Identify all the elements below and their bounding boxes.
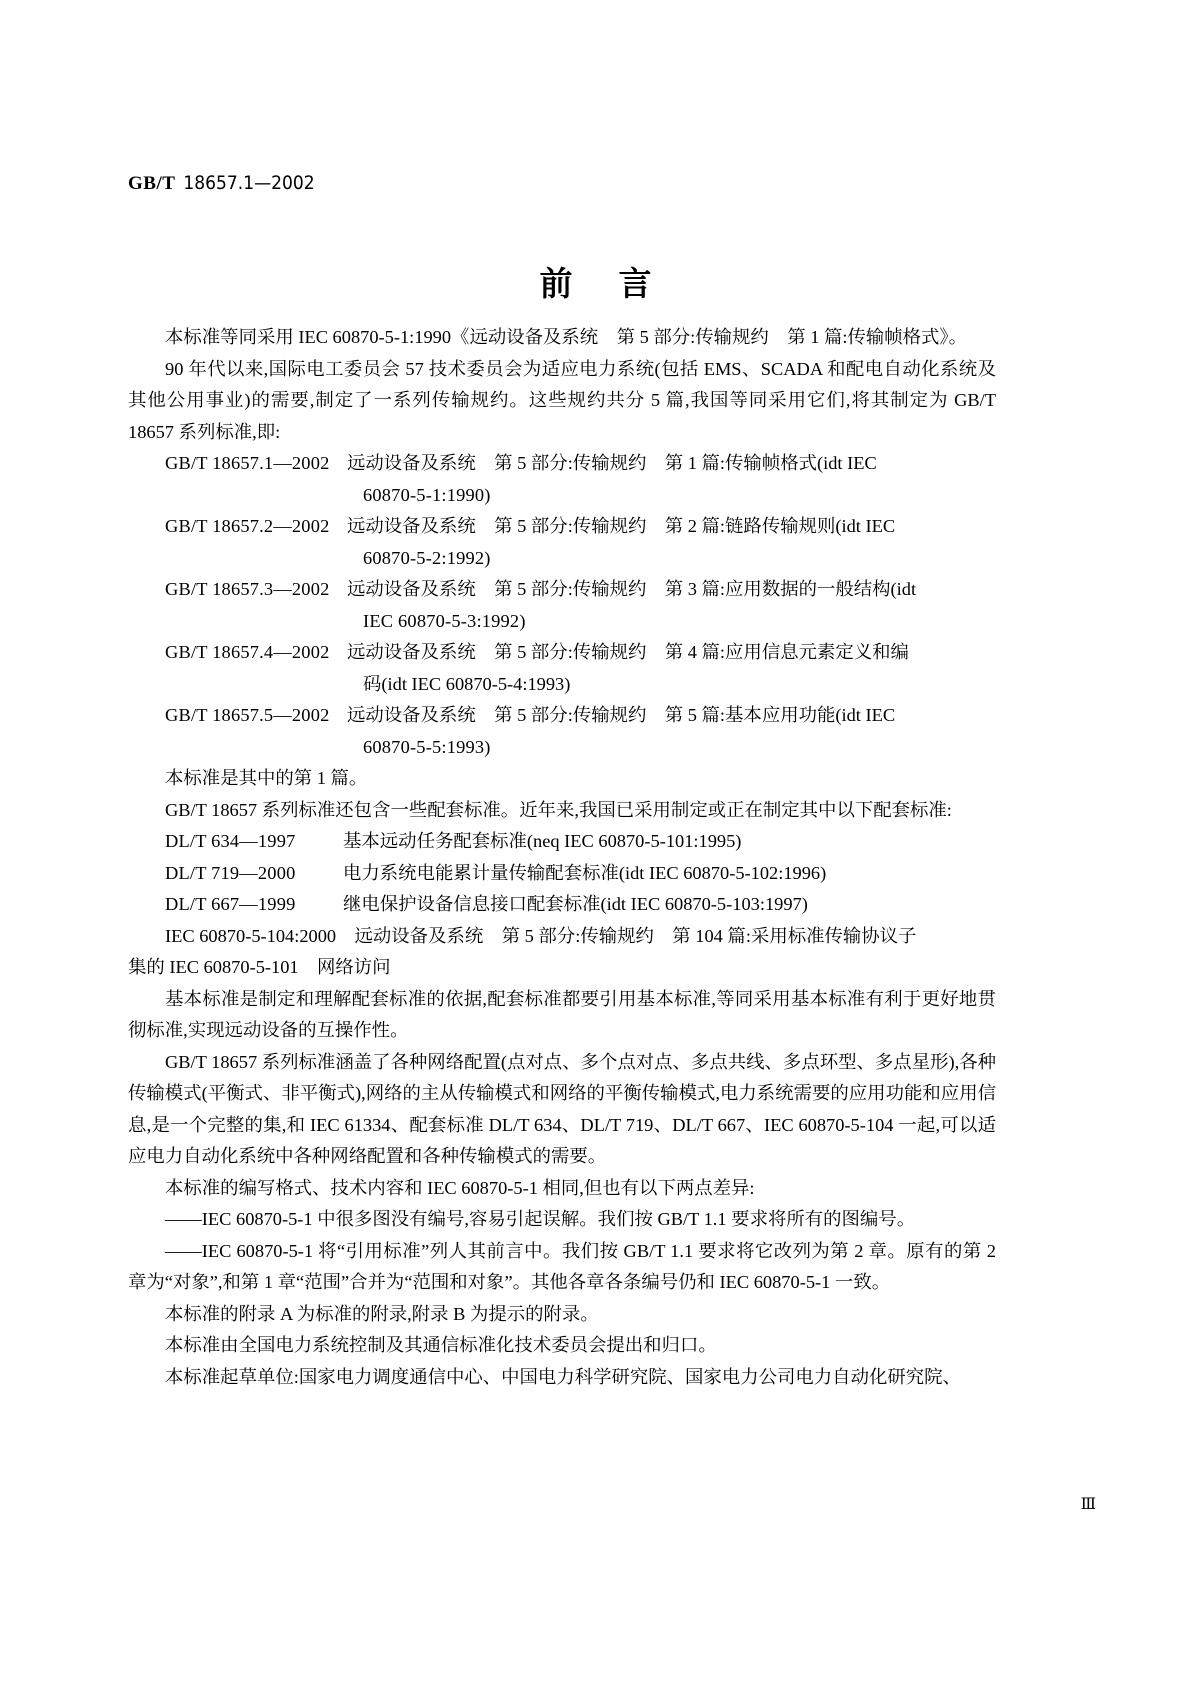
- paragraph-drafting-units: 本标准起草单位:国家电力调度通信中心、中国电力科学研究院、国家电力公司电力自动化研究院、: [165, 1366, 961, 1387]
- paragraph-basic-standard: 基本标准是制定和理解配套标准的依据,配套标准都要引用基本标准,等同采用基本标准有利于更好地贯彻标准,实现远动设备的互操作性。: [128, 988, 996, 1040]
- paragraph-proposing-body: 本标准由全国电力系统控制及其通信标准化技术委员会提出和归口。: [165, 1335, 717, 1355]
- running-header: [128, 172, 315, 195]
- standard-number: 18657.1—2002: [183, 172, 315, 194]
- standard-prefix: GB/T: [128, 173, 176, 194]
- page-title-char-left: 前: [539, 264, 573, 303]
- iec104-entry-line2: 集的 IEC 60870-5-101 网络访问: [128, 957, 391, 977]
- paragraph-annexes: 本标准的附录 A 为标准的附录,附录 B 为提示的附录。: [165, 1303, 599, 1324]
- companion-list-item-text: 基本远动任务配套标准(neq IEC 60870-5-101:1995): [343, 831, 742, 851]
- standard-list-item-text: 远动设备及系统 第 5 部分:传输规约 第 1 篇:传输帧格式(idt IEC: [347, 453, 877, 473]
- companion-list-item-text: 电力系统电能累计量传输配套标准(idt IEC 60870-5-102:1996): [343, 862, 827, 883]
- standard-list-item: [128, 637, 996, 700]
- standard-list-item: [128, 511, 996, 574]
- standard-list-item-code: GB/T 18657.5—2002: [165, 705, 330, 725]
- companion-list-item: [128, 858, 996, 890]
- paragraph-companion-intro: GB/T 18657 系列标准还包含一些配套标准。近年来,我国已采用制定或正在制定其中以下配套标准:: [165, 799, 952, 820]
- standard-list-item-code: GB/T 18657.4—2002: [165, 642, 330, 662]
- companion-list-item: [128, 826, 996, 858]
- standard-list-item-text: 远动设备及系统 第 5 部分:传输规约 第 2 篇:链路传输规则(idt IEC: [347, 516, 896, 536]
- standard-list-item-continuation: 60870-5-2:1992): [363, 547, 491, 568]
- companion-list-item-text: 继电保护设备信息接口配套标准(idt IEC 60870-5-103:1997): [343, 894, 808, 914]
- companion-list-item-code: DL/T 634—1997: [165, 831, 296, 851]
- paragraph-coverage: GB/T 18657 系列标准涵盖了各种网络配置(点对点、多个点对点、多点共线、多点环型、多点星形),各种传输模式(平衡式、非平衡式),网络的主从传输模式和网络的平衡传输模式,电力系统需要的应用功能和应用信息,是一个完整的集,和 IEC 61334、配套标准 DL/T 634、DL/T 719、DL/T 667、IEC 60870-5-104 一起,可以适应电力自动化系统中各种网络配置和各种传输模式的需要。: [128, 1051, 996, 1166]
- page-title-char-right: 言: [618, 264, 652, 303]
- companion-list-item-code: DL/T 719—2000: [165, 862, 296, 883]
- companion-list-item: [128, 889, 996, 921]
- standard-list-item: [128, 700, 996, 763]
- paragraph-differences-intro: 本标准的编写格式、技术内容和 IEC 60870-5-1 相同,但也有以下两点差异:: [165, 1177, 755, 1198]
- standard-list-item-text: 远动设备及系统 第 5 部分:传输规约 第 4 篇:应用信息元素定义和编: [347, 642, 909, 662]
- document-body: [128, 322, 996, 1393]
- standard-list-item-text: 远动设备及系统 第 5 部分:传输规约 第 3 篇:应用数据的一般结构(idt: [347, 579, 917, 599]
- difference-item: ——IEC 60870-5-1 将“引用标准”列人其前言中。我们按 GB/T 1.1 要求将它改列为第 2 章。原有的第 2 章为“对象”,和第 1 章“范围”合并为“范围和对象”。其他各章各条编号仍和 IEC 60870-5-1 一致。: [128, 1240, 996, 1292]
- standard-list-item-code: GB/T 18657.2—2002: [165, 516, 330, 536]
- page-number: Ⅲ: [1080, 1496, 1096, 1513]
- page-title: [0, 258, 1191, 305]
- standard-list-item: [128, 448, 996, 511]
- standard-list-item-continuation: 60870-5-1:1990): [363, 484, 491, 505]
- paragraph-adoption: 本标准等同采用 IEC 60870-5-1:1990《远动设备及系统 第 5 部分:传输规约 第 1 篇:传输帧格式》。: [165, 327, 968, 347]
- standard-list-item-continuation: IEC 60870-5-3:1992): [363, 610, 526, 631]
- standard-list-item-code: GB/T 18657.3—2002: [165, 579, 330, 599]
- standard-list-item-continuation: 60870-5-5:1993): [363, 736, 491, 757]
- companion-list-item-code: DL/T 667—1999: [165, 894, 296, 914]
- paragraph-this-part: 本标准是其中的第 1 篇。: [165, 768, 368, 788]
- standard-list-item-continuation: 码(idt IEC 60870-5-4:1993): [363, 673, 571, 694]
- paragraph-background: 90 年代以来,国际电工委员会 57 技术委员会为适应电力系统(包括 EMS、SCADA 和配电自动化系统及其他公用事业)的需要,制定了一系列传输规约。这些规约共分 5 篇,我国等同采用它们,将其制定为 GB/T 18657 系列标准,即:: [128, 358, 996, 442]
- standard-list-item: [128, 574, 996, 637]
- standard-list-item-code: GB/T 18657.1—2002: [165, 453, 330, 473]
- iec104-entry-line1: IEC 60870-5-104:2000 远动设备及系统 第 5 部分:传输规约 第 104 篇:采用标准传输协议子: [165, 925, 917, 946]
- difference-item: ——IEC 60870-5-1 中很多图没有编号,容易引起误解。我们按 GB/T 1.1 要求将所有的图编号。: [165, 1209, 916, 1229]
- standard-list-item-text: 远动设备及系统 第 5 部分:传输规约 第 5 篇:基本应用功能(idt IEC: [347, 705, 896, 725]
